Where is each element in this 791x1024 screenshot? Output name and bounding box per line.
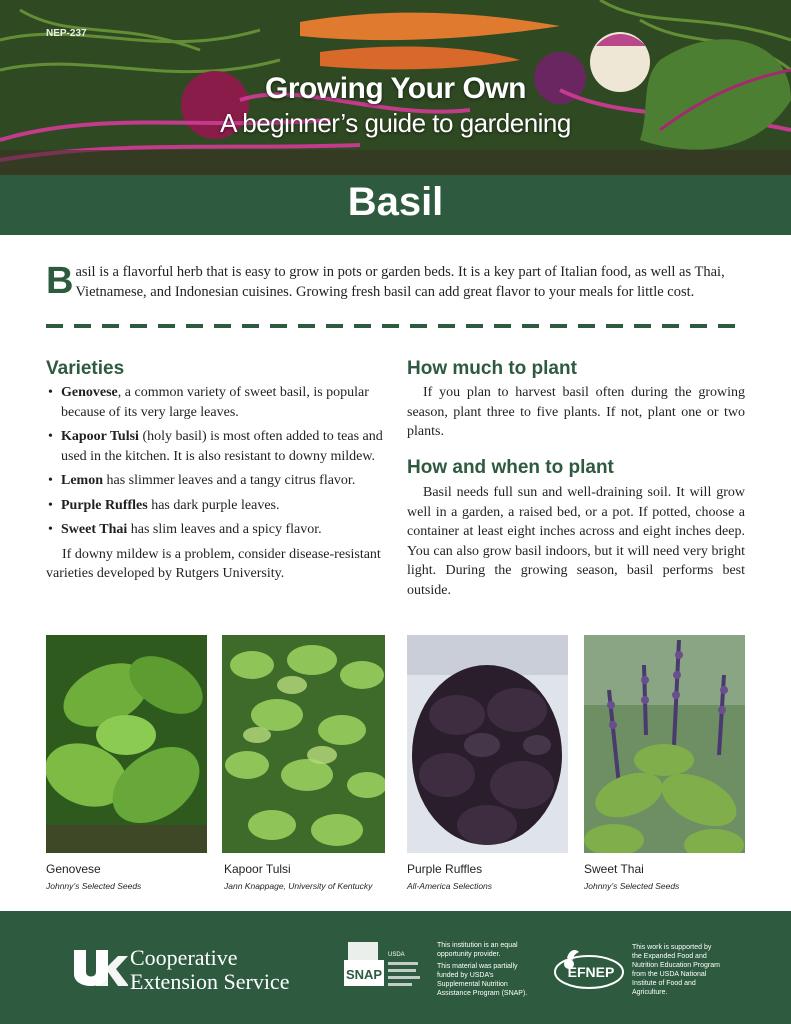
- photo-caption: Purple Ruffles: [407, 862, 483, 876]
- hero-subtitle: A beginner’s guide to gardening: [220, 108, 571, 138]
- intro-text: asil is a flavorful herb that is easy to grow in pots or garden beds. It is a key part of Italian food, as well as Thai, Vietnamese, and Indonesian cuisines. Growing fresh basil can add great flavor to your meals for little cost.: [75, 264, 725, 300]
- list-item: [46, 471, 386, 491]
- bullet-icon: •: [48, 473, 53, 488]
- bullet-icon: •: [48, 522, 53, 537]
- bullet-icon: •: [48, 497, 53, 513]
- bullet-icon: •: [48, 385, 53, 400]
- variety-name: Kapoor Tulsi: [61, 429, 139, 444]
- list-item: [46, 496, 386, 516]
- org-line-2: Extension Service: [130, 969, 290, 994]
- publication-code: NEP-237: [46, 28, 87, 39]
- genovese-photo: [46, 635, 207, 853]
- list-item: [46, 383, 386, 422]
- snap-label: SNAP: [345, 967, 383, 982]
- variety-text: has dark purple leaves.: [147, 497, 280, 513]
- photo-caption: Kapoor Tulsi: [224, 862, 291, 876]
- varieties-heading: Varieties: [46, 358, 125, 379]
- variety-name: Lemon: [61, 473, 103, 488]
- variety-text: (holy basil) is most often added to teas and used in the kitchen. It is also resistant to downy mildew.: [61, 429, 383, 464]
- how-much-text: If you plan to harvest basil often during the growing season, plant three to five plants. If not, plant one or two plants.: [407, 385, 745, 439]
- hero-banner: [0, 0, 791, 175]
- variety-name: Genovese: [61, 385, 118, 400]
- how-much-heading: How much to plant: [407, 358, 577, 379]
- list-item: [46, 427, 386, 466]
- page-title: Basil: [347, 180, 444, 224]
- uk-logo-icon: [72, 946, 128, 990]
- equal-opportunity-note: This institution is an equal opportunity provider.: [437, 942, 518, 958]
- efnep-logo-icon: [553, 944, 625, 992]
- intro-paragraph: [46, 262, 746, 302]
- hero-title: Growing Your Own: [265, 72, 526, 105]
- snap-logo-icon: [344, 938, 434, 1000]
- efnep-label: EFNEP: [567, 964, 615, 980]
- snap-funding-note: This material was partially funded by USDA’s Supplemental Nutrition Assistance Program (SNAP).: [437, 963, 528, 997]
- org-line-1: Cooperative: [130, 945, 238, 970]
- list-item: [46, 520, 386, 540]
- bullet-icon: •: [48, 429, 53, 444]
- varieties-section: [46, 383, 386, 584]
- cooperative-extension-wordmark: [130, 946, 289, 994]
- photo-credit: Jann Knappage, University of Kentucky: [224, 881, 373, 891]
- variety-name: Sweet Thai: [61, 522, 128, 537]
- photo-caption: Genovese: [46, 862, 101, 876]
- varieties-list: [46, 383, 386, 540]
- variety-text: has slimmer leaves and a tangy citrus flavor.: [103, 473, 356, 488]
- photo-credit: Johnny’s Selected Seeds: [584, 881, 680, 891]
- variety-name: Purple Ruffles: [61, 497, 148, 513]
- photo-caption: Sweet Thai: [584, 862, 644, 876]
- variety-text: has slim leaves and a spicy flavor.: [127, 522, 322, 537]
- photo-credit: All-America Selections: [407, 881, 493, 891]
- kapoor-tulsi-photo: [222, 635, 385, 853]
- variety-text: , a common variety of sweet basil, is popular because of its very large leaves.: [61, 385, 369, 420]
- purple-ruffles-photo: [407, 635, 568, 853]
- photo-credit: Johnny’s Selected Seeds: [46, 881, 142, 891]
- usda-label: USDA: [388, 952, 405, 958]
- drop-cap: B: [46, 260, 74, 302]
- how-when-text: Basil needs full sun and well-draining soil. It will grow well in a garden, a raised bed, or a pot. If potted, choose a container at least eight inches across and eight inches deep. You can also grow basil indoors, but it will need very bright light. During the growing season, basil performs best outside.: [407, 485, 745, 598]
- how-when-heading: How and when to plant: [407, 457, 614, 478]
- efnep-funding-note: This work is supported by the Expanded Food and Nutrition Education Program from the USDA National Institute of Food and Agriculture.: [632, 944, 720, 996]
- sweet-thai-photo: [584, 635, 745, 853]
- dashed-divider: [46, 324, 746, 328]
- varieties-note: If downy mildew is a problem, consider disease-resistant varieties developed by Rutgers University.: [46, 546, 381, 581]
